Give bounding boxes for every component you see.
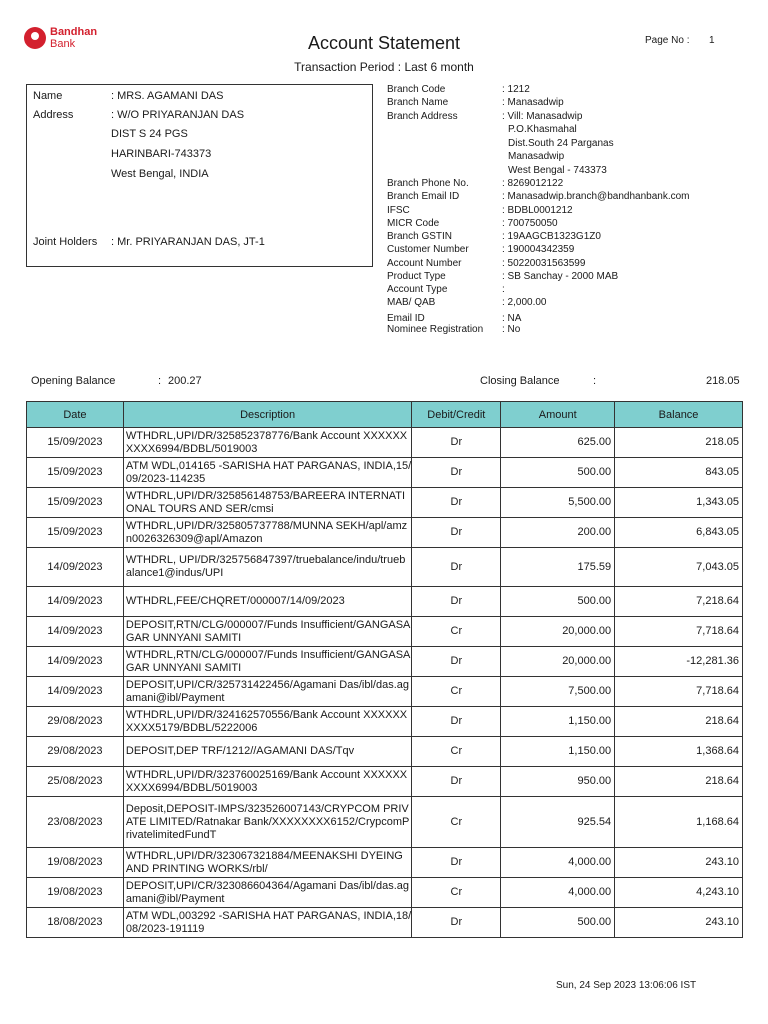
cell-debit-credit: Cr	[412, 878, 501, 908]
table-header-row	[27, 402, 743, 428]
customer-name-label: Name	[33, 90, 63, 102]
cell-date: 15/09/2023	[27, 458, 124, 488]
branch-field-value: : BDBL0001212	[502, 205, 573, 216]
cell-amount: 20,000.00	[501, 617, 615, 647]
cell-date: 14/09/2023	[27, 617, 124, 647]
branch-field-label: Email ID	[387, 313, 425, 324]
table-row	[27, 677, 743, 707]
cell-balance: 218.05	[615, 428, 743, 458]
cell-amount: 500.00	[501, 587, 615, 617]
opening-balance-colon: :	[158, 375, 162, 387]
table-row	[27, 548, 743, 587]
cell-amount: 925.54	[501, 797, 615, 848]
branch-field-label: Branch Address	[387, 111, 458, 122]
table-row	[27, 767, 743, 797]
branch-field-label: IFSC	[387, 205, 410, 216]
cell-debit-credit: Cr	[412, 677, 501, 707]
cell-description: Deposit,DEPOSIT-IMPS/323526007143/CRYPCOM PRIVATE LIMITED/Ratnakar Bank/XXXXXXXX6152/CrypcomPrivatelimitedFundT	[123, 797, 411, 848]
cell-date: 15/09/2023	[27, 518, 124, 548]
branch-field-label: Branch Name	[387, 97, 449, 108]
branch-field-value: :	[502, 284, 505, 295]
table-row	[27, 797, 743, 848]
cell-balance: 243.10	[615, 908, 743, 938]
cell-debit-credit: Dr	[412, 518, 501, 548]
cell-description: WTHDRL,FEE/CHQRET/000007/14/09/2023	[123, 587, 411, 617]
cell-balance: 1,368.64	[615, 737, 743, 767]
cell-balance: 243.10	[615, 848, 743, 878]
cell-balance: 843.05	[615, 458, 743, 488]
table-row	[27, 587, 743, 617]
cell-balance: -12,281.36	[615, 647, 743, 677]
customer-details	[26, 84, 373, 267]
branch-field-value: : 190004342359	[502, 244, 575, 255]
cell-balance: 7,218.64	[615, 587, 743, 617]
cell-balance: 6,843.05	[615, 518, 743, 548]
cell-date: 29/08/2023	[27, 707, 124, 737]
cell-debit-credit: Dr	[412, 488, 501, 518]
column-header-debit-credit: Debit/Credit	[412, 402, 501, 428]
table-row	[27, 908, 743, 938]
cell-balance: 218.64	[615, 767, 743, 797]
cell-description: WTHDRL,UPI/DR/325805737788/MUNNA SEKH/apl/amzn0026326309@apl/Amazon	[123, 518, 411, 548]
bank-logo-name: Bandhan	[50, 26, 98, 38]
cell-balance: 1,168.64	[615, 797, 743, 848]
branch-field-label: Branch Phone No.	[387, 178, 469, 189]
cell-description: DEPOSIT,RTN/CLG/000007/Funds Insufficient/GANGASAGAR UNNYANI SAMITI	[123, 617, 411, 647]
cell-description: WTHDRL,UPI/DR/325856148753/BAREERA INTERNATIONAL TOURS AND SER/cmsi	[123, 488, 411, 518]
branch-field-value: West Bengal - 743373	[508, 165, 607, 176]
customer-name: : MRS. AGAMANI DAS	[111, 90, 224, 102]
branch-field-value: P.O.Khasmahal	[508, 124, 577, 135]
cell-description: DEPOSIT,UPI/CR/323086604364/Agamani Das/ibl/das.agamani@ibl/Payment	[123, 878, 411, 908]
cell-amount: 5,500.00	[501, 488, 615, 518]
branch-field-label: Account Type	[387, 284, 448, 295]
cell-amount: 4,000.00	[501, 848, 615, 878]
customer-address-line: HARINBARI-743373	[111, 148, 212, 160]
cell-date: 19/08/2023	[27, 878, 124, 908]
cell-amount: 1,150.00	[501, 707, 615, 737]
cell-description: DEPOSIT,UPI/CR/325731422456/Agamani Das/ibl/das.agamani@ibl/Payment	[123, 677, 411, 707]
cell-date: 14/09/2023	[27, 548, 124, 587]
branch-field-label: Branch Code	[387, 84, 446, 95]
customer-address-label: Address	[33, 109, 74, 121]
branch-field-label: Branch GSTIN	[387, 231, 453, 242]
branch-field-label: Product Type	[387, 271, 446, 282]
table-row	[27, 617, 743, 647]
generated-timestamp: Sun, 24 Sep 2023 13:06:06 IST	[556, 980, 697, 991]
branch-field-value: Dist.South 24 Parganas	[508, 138, 614, 149]
cell-description: WTHDRL,UPI/DR/325852378776/Bank Account XXXXXXXXXX6994/BDBL/5019003	[123, 428, 411, 458]
cell-amount: 7,500.00	[501, 677, 615, 707]
cell-description: WTHDRL, UPI/DR/325756847397/truebalance/indu/truebalance1@indus/UPI	[123, 548, 411, 587]
branch-field-value: : Manasadwip	[502, 97, 564, 108]
table-row	[27, 488, 743, 518]
joint-holders-label: Joint Holders	[33, 236, 98, 248]
cell-amount: 625.00	[501, 428, 615, 458]
closing-balance-value: 218.05	[706, 375, 740, 387]
branch-field-value: Manasadwip	[508, 151, 565, 162]
cell-amount: 4,000.00	[501, 878, 615, 908]
cell-description: WTHDRL,UPI/DR/324162570556/Bank Account XXXXXXXXXX5179/BDBL/5222006	[123, 707, 411, 737]
branch-field-label: Account Number	[387, 258, 462, 269]
table-row	[27, 737, 743, 767]
column-header-date: Date	[27, 402, 124, 428]
table-row	[27, 458, 743, 488]
cell-description: WTHDRL,RTN/CLG/000007/Funds Insufficient/GANGASAGAR UNNYANI SAMITI	[123, 647, 411, 677]
branch-field-value: : SB Sanchay - 2000 MAB	[502, 271, 619, 282]
cell-date: 14/09/2023	[27, 677, 124, 707]
cell-amount: 20,000.00	[501, 647, 615, 677]
joint-holders: : Mr. PRIYARANJAN DAS, JT-1	[111, 236, 265, 248]
column-header-description: Description	[123, 402, 411, 428]
customer-address-line: DIST S 24 PGS	[111, 128, 188, 140]
cell-debit-credit: Dr	[412, 587, 501, 617]
cell-description: ATM WDL,003292 -SARISHA HAT PARGANAS, INDIA,18/08/2023-191119	[123, 908, 411, 938]
transactions-table	[26, 401, 743, 938]
cell-date: 29/08/2023	[27, 737, 124, 767]
cell-debit-credit: Dr	[412, 458, 501, 488]
cell-debit-credit: Dr	[412, 848, 501, 878]
cell-debit-credit: Dr	[412, 707, 501, 737]
branch-field-value: : 19AAGCB1323G1Z0	[502, 231, 601, 242]
cell-balance: 7,718.64	[615, 677, 743, 707]
page-number-label: Page No :	[645, 35, 690, 46]
cell-date: 25/08/2023	[27, 767, 124, 797]
cell-amount: 1,150.00	[501, 737, 615, 767]
branch-field-label: MAB/ QAB	[387, 297, 436, 308]
bank-logo-sub: Bank	[50, 38, 76, 50]
branch-field-value: : 2,000.00	[502, 297, 547, 308]
branch-field-value: : 1212	[502, 84, 530, 95]
table-row	[27, 647, 743, 677]
branch-field-label: Nominee Registration	[387, 324, 484, 335]
cell-date: 14/09/2023	[27, 647, 124, 677]
branch-field-value: : No	[502, 324, 521, 335]
cell-amount: 175.59	[501, 548, 615, 587]
table-row	[27, 428, 743, 458]
cell-balance: 218.64	[615, 707, 743, 737]
cell-debit-credit: Cr	[412, 617, 501, 647]
branch-field-value: : 8269012122	[502, 178, 564, 189]
cell-debit-credit: Cr	[412, 737, 501, 767]
cell-date: 19/08/2023	[27, 848, 124, 878]
table-row	[27, 848, 743, 878]
cell-amount: 500.00	[501, 458, 615, 488]
cell-balance: 1,343.05	[615, 488, 743, 518]
cell-debit-credit: Dr	[412, 647, 501, 677]
branch-field-label: MICR Code	[387, 218, 440, 229]
page-number	[645, 35, 715, 46]
cell-balance: 4,243.10	[615, 878, 743, 908]
cell-debit-credit: Dr	[412, 767, 501, 797]
cell-description: WTHDRL,UPI/DR/323067321884/MEENAKSHI DYEING AND PRINTING WORKS/rbl/	[123, 848, 411, 878]
page-title: Account Statement	[307, 33, 461, 53]
branch-field-label: Branch Email ID	[387, 191, 460, 202]
cell-description: ATM WDL,014165 -SARISHA HAT PARGANAS, INDIA,15/09/2023-114235	[123, 458, 411, 488]
closing-balance-colon: :	[593, 375, 597, 387]
branch-field-value: : Vill: Manasadwip	[502, 111, 583, 122]
table-row	[27, 518, 743, 548]
cell-date: 15/09/2023	[27, 488, 124, 518]
branch-field-label: Customer Number	[387, 244, 469, 255]
branch-field-value: : Manasadwip.branch@bandhanbank.com	[502, 191, 690, 202]
cell-amount: 200.00	[501, 518, 615, 548]
customer-address-line: : W/O PRIYARANJAN DAS	[111, 109, 245, 121]
table-row	[27, 707, 743, 737]
opening-balance-label: Opening Balance	[31, 375, 116, 387]
column-header-amount: Amount	[501, 402, 615, 428]
transactions-body	[27, 428, 743, 938]
closing-balance-label: Closing Balance	[480, 375, 560, 387]
cell-description: WTHDRL,UPI/DR/323760025169/Bank Account XXXXXXXXXX6994/BDBL/5019003	[123, 767, 411, 797]
table-row	[27, 878, 743, 908]
column-header-balance: Balance	[615, 402, 743, 428]
branch-field-value: : NA	[502, 313, 522, 324]
cell-debit-credit: Dr	[412, 908, 501, 938]
cell-balance: 7,043.05	[615, 548, 743, 587]
cell-balance: 7,718.64	[615, 617, 743, 647]
transaction-period: Transaction Period : Last 6 month	[294, 60, 474, 74]
cell-description: DEPOSIT,DEP TRF/1212//AGAMANI DAS/Tqv	[123, 737, 411, 767]
cell-debit-credit: Dr	[412, 548, 501, 587]
cell-date: 18/08/2023	[27, 908, 124, 938]
cell-amount: 950.00	[501, 767, 615, 797]
cell-date: 14/09/2023	[27, 587, 124, 617]
branch-field-value: : 50220031563599	[502, 258, 586, 269]
opening-balance-value: 200.27	[168, 375, 202, 387]
branch-field-value: : 700750050	[502, 218, 558, 229]
cell-date: 15/09/2023	[27, 428, 124, 458]
customer-address-line: West Bengal, INDIA	[111, 168, 209, 180]
page-number-value: 1	[709, 35, 715, 46]
cell-date: 23/08/2023	[27, 797, 124, 848]
cell-debit-credit: Cr	[412, 797, 501, 848]
cell-debit-credit: Dr	[412, 428, 501, 458]
cell-amount: 500.00	[501, 908, 615, 938]
